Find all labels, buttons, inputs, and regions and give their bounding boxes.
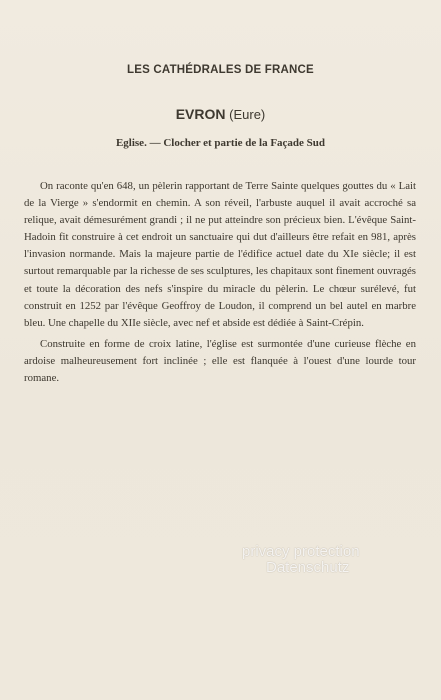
series-heading: LES CATHÉDRALES DE FRANCE <box>127 64 314 76</box>
title-department: (Eure) <box>229 107 266 122</box>
paragraph-architecture: Construite en forme de croix latine, l'église est surmontée d'une curieuse flèche en ardoise malheureusement fort inclinée ; elle est flanquée à l'ouest d'une lourde tour romane. <box>24 337 416 385</box>
subtitle: Eglise. — Clocher et partie de la Façade Sud <box>115 137 326 149</box>
title-town: EVRON <box>175 106 226 122</box>
watermark <box>242 544 432 576</box>
watermark-line-1: privacy protection <box>242 543 360 560</box>
watermark-line-2: Datenschutz <box>266 559 350 576</box>
paragraph-history: On raconte qu'en 648, un pèlerin rapportant de Terre Sainte quelques gouttes du « Lait de la Vierge » s'endormit en chemin. A son réveil, l'arbuste auquel il avait accroché sa relique, avait démesurément grandi ; il ne put atteindre son précieux bien. L'évêque Saint-Hadoin fit construire à cet endroit un sanctuaire qui dut d'ailleurs être refait en 981, après l'invasion normande. Mais la majeure partie de l'édifice actuel date du XIe siècle; il est surtout remarquable par la richesse de ses sculptures, les chapitaux sont finement ouvragés et toute la décoration des nefs s'inspire du miracle du pèlerin. Le chœur surélevé, fut construit en 1252 par l'évêque Geoffroy de Loudon, il comprend un bel autel en marbre bleu. Une chapelle du XIIe siècle, avec nef et abside est dédiée à Saint-Crépin. <box>24 180 416 329</box>
description-text <box>24 178 416 389</box>
page-title <box>0 106 441 122</box>
